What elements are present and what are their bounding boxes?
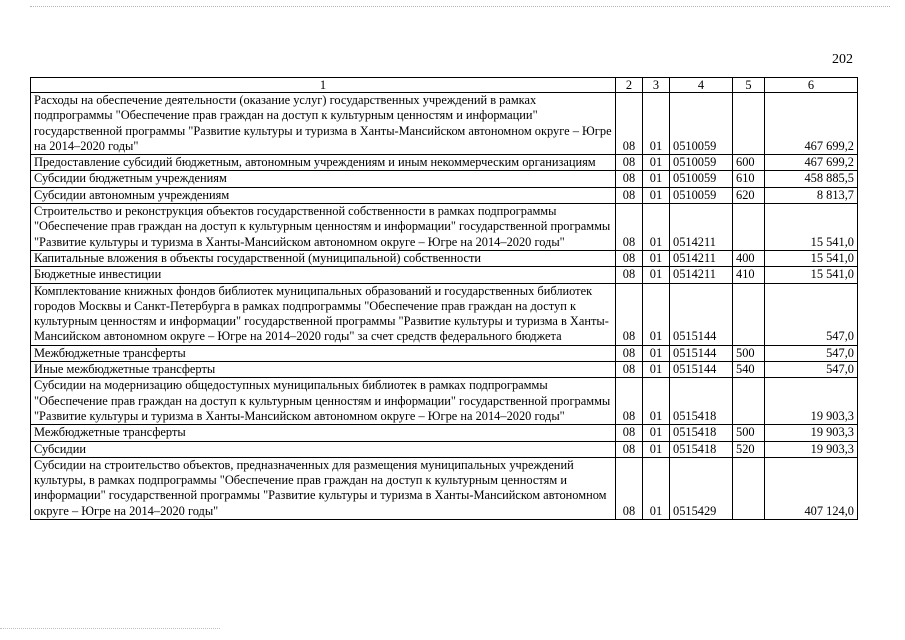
column-header-2: 2: [616, 78, 643, 93]
row-target-code: 0515429: [670, 457, 733, 519]
row-expense-type: [733, 283, 765, 345]
row-subsection: 01: [643, 187, 670, 203]
row-name: Межбюджетные трансферты: [31, 425, 616, 441]
budget-table: [30, 77, 858, 520]
row-section: 08: [616, 283, 643, 345]
row-amount: 458 885,5: [765, 171, 858, 187]
row-amount: 19 903,3: [765, 378, 858, 425]
row-amount: 547,0: [765, 362, 858, 378]
row-amount: 15 541,0: [765, 267, 858, 283]
row-subsection: 01: [643, 267, 670, 283]
row-expense-type: [733, 378, 765, 425]
table-row: [31, 283, 858, 345]
row-name: Капитальные вложения в объекты государственной (муниципальной) собственности: [31, 250, 616, 266]
row-target-code: 0515144: [670, 362, 733, 378]
row-subsection: 01: [643, 204, 670, 251]
row-target-code: 0515144: [670, 345, 733, 361]
row-section: 08: [616, 155, 643, 171]
row-name: Иные межбюджетные трансферты: [31, 362, 616, 378]
row-section: 08: [616, 93, 643, 155]
row-name: Бюджетные инвестиции: [31, 267, 616, 283]
row-amount: 8 813,7: [765, 187, 858, 203]
row-expense-type: [733, 457, 765, 519]
row-expense-type: 500: [733, 425, 765, 441]
row-subsection: 01: [643, 378, 670, 425]
row-amount: 15 541,0: [765, 204, 858, 251]
row-target-code: 0515418: [670, 378, 733, 425]
row-expense-type: 600: [733, 155, 765, 171]
row-section: 08: [616, 378, 643, 425]
row-subsection: 01: [643, 283, 670, 345]
table-row: [31, 267, 858, 283]
table-row: [31, 155, 858, 171]
row-target-code: 0515144: [670, 283, 733, 345]
row-target-code: 0514211: [670, 204, 733, 251]
row-section: 08: [616, 204, 643, 251]
row-subsection: 01: [643, 93, 670, 155]
row-section: 08: [616, 345, 643, 361]
row-section: 08: [616, 457, 643, 519]
row-amount: 407 124,0: [765, 457, 858, 519]
row-amount: 547,0: [765, 345, 858, 361]
row-section: 08: [616, 250, 643, 266]
row-name: Субсидии бюджетным учреждениям: [31, 171, 616, 187]
row-expense-type: 410: [733, 267, 765, 283]
row-target-code: 0510059: [670, 155, 733, 171]
row-expense-type: 610: [733, 171, 765, 187]
table-row: [31, 441, 858, 457]
row-expense-type: [733, 204, 765, 251]
row-amount: 467 699,2: [765, 155, 858, 171]
row-subsection: 01: [643, 155, 670, 171]
row-name: Комплектование книжных фондов библиотек муниципальных образований и государственных библиотек городов Москвы и Санкт-Петербурга в рамках подпрограммы "Обеспечение прав граждан на доступ к культурным ценностям и информации" государственной программы "Развитие культуры и туризма в Ханты-Мансийском автономном округе – Югре на 2014–2020 годы" за счет средств федерального бюджета: [31, 283, 616, 345]
row-section: 08: [616, 362, 643, 378]
column-header-4: 4: [670, 78, 733, 93]
row-amount: 19 903,3: [765, 425, 858, 441]
table-row: [31, 425, 858, 441]
row-amount: 19 903,3: [765, 441, 858, 457]
row-subsection: 01: [643, 441, 670, 457]
row-section: 08: [616, 441, 643, 457]
row-section: 08: [616, 187, 643, 203]
row-amount: 467 699,2: [765, 93, 858, 155]
column-header-1: 1: [31, 78, 616, 93]
table-row: [31, 345, 858, 361]
row-subsection: 01: [643, 250, 670, 266]
table-row: [31, 171, 858, 187]
row-expense-type: 620: [733, 187, 765, 203]
row-name: Строительство и реконструкция объектов государственной собственности в рамках подпрограммы "Обеспечение прав граждан на доступ к культурным ценностям и информации" государственной программы "Развитие культуры и туризма в Ханты-Мансийском автономном округе – Югре на 2014–2020 годы": [31, 204, 616, 251]
table-row: [31, 204, 858, 251]
scan-edge-bottom: [0, 628, 220, 629]
table-row: [31, 362, 858, 378]
table-row: [31, 187, 858, 203]
row-amount: 15 541,0: [765, 250, 858, 266]
column-header-3: 3: [643, 78, 670, 93]
table-row: [31, 378, 858, 425]
row-expense-type: 500: [733, 345, 765, 361]
row-target-code: 0510059: [670, 187, 733, 203]
table-row: [31, 457, 858, 519]
row-section: 08: [616, 171, 643, 187]
row-expense-type: 520: [733, 441, 765, 457]
scan-edge-top: [30, 6, 890, 7]
row-subsection: 01: [643, 425, 670, 441]
row-target-code: 0510059: [670, 171, 733, 187]
column-header-6: 6: [765, 78, 858, 93]
row-target-code: 0515418: [670, 425, 733, 441]
column-header-5: 5: [733, 78, 765, 93]
row-section: 08: [616, 425, 643, 441]
row-name: Субсидии на модернизацию общедоступных муниципальных библиотек в рамках подпрограммы "Обеспечение прав граждан на доступ к культурным ценностям и информации" государственной программы "Развитие культуры и туризма в Ханты-Мансийском автономном округе – Югре на 2014–2020 годы": [31, 378, 616, 425]
row-target-code: 0510059: [670, 93, 733, 155]
table-row: [31, 93, 858, 155]
row-subsection: 01: [643, 457, 670, 519]
table-row: [31, 250, 858, 266]
row-subsection: 01: [643, 362, 670, 378]
row-name: Субсидии автономным учреждениям: [31, 187, 616, 203]
row-name: Предоставление субсидий бюджетным, автономным учреждениям и иным некоммерческим организациям: [31, 155, 616, 171]
row-name: Субсидии на строительство объектов, предназначенных для размещения муниципальных учреждений культуры, в рамках подпрограммы "Обеспечение прав граждан на доступ к культурным ценностям и информации" государственной программы "Развитие культуры и туризма в Ханты-Мансийском автономном округе – Югре на 2014–2020 годы": [31, 457, 616, 519]
row-subsection: 01: [643, 171, 670, 187]
page-number: 202: [832, 52, 853, 67]
row-name: Межбюджетные трансферты: [31, 345, 616, 361]
row-amount: 547,0: [765, 283, 858, 345]
row-subsection: 01: [643, 345, 670, 361]
row-target-code: 0515418: [670, 441, 733, 457]
row-target-code: 0514211: [670, 267, 733, 283]
row-name: Расходы на обеспечение деятельности (оказание услуг) государственных учреждений в рамках подпрограммы "Обеспечение прав граждан на доступ к культурным ценностям и информации" государственной программы "Развитие культуры и туризма в Ханты-Мансийском автономном округе – Югре на 2014–2020 годы": [31, 93, 616, 155]
row-expense-type: [733, 93, 765, 155]
row-expense-type: 400: [733, 250, 765, 266]
row-name: Субсидии: [31, 441, 616, 457]
header-row: [31, 78, 858, 93]
row-target-code: 0514211: [670, 250, 733, 266]
row-section: 08: [616, 267, 643, 283]
row-expense-type: 540: [733, 362, 765, 378]
